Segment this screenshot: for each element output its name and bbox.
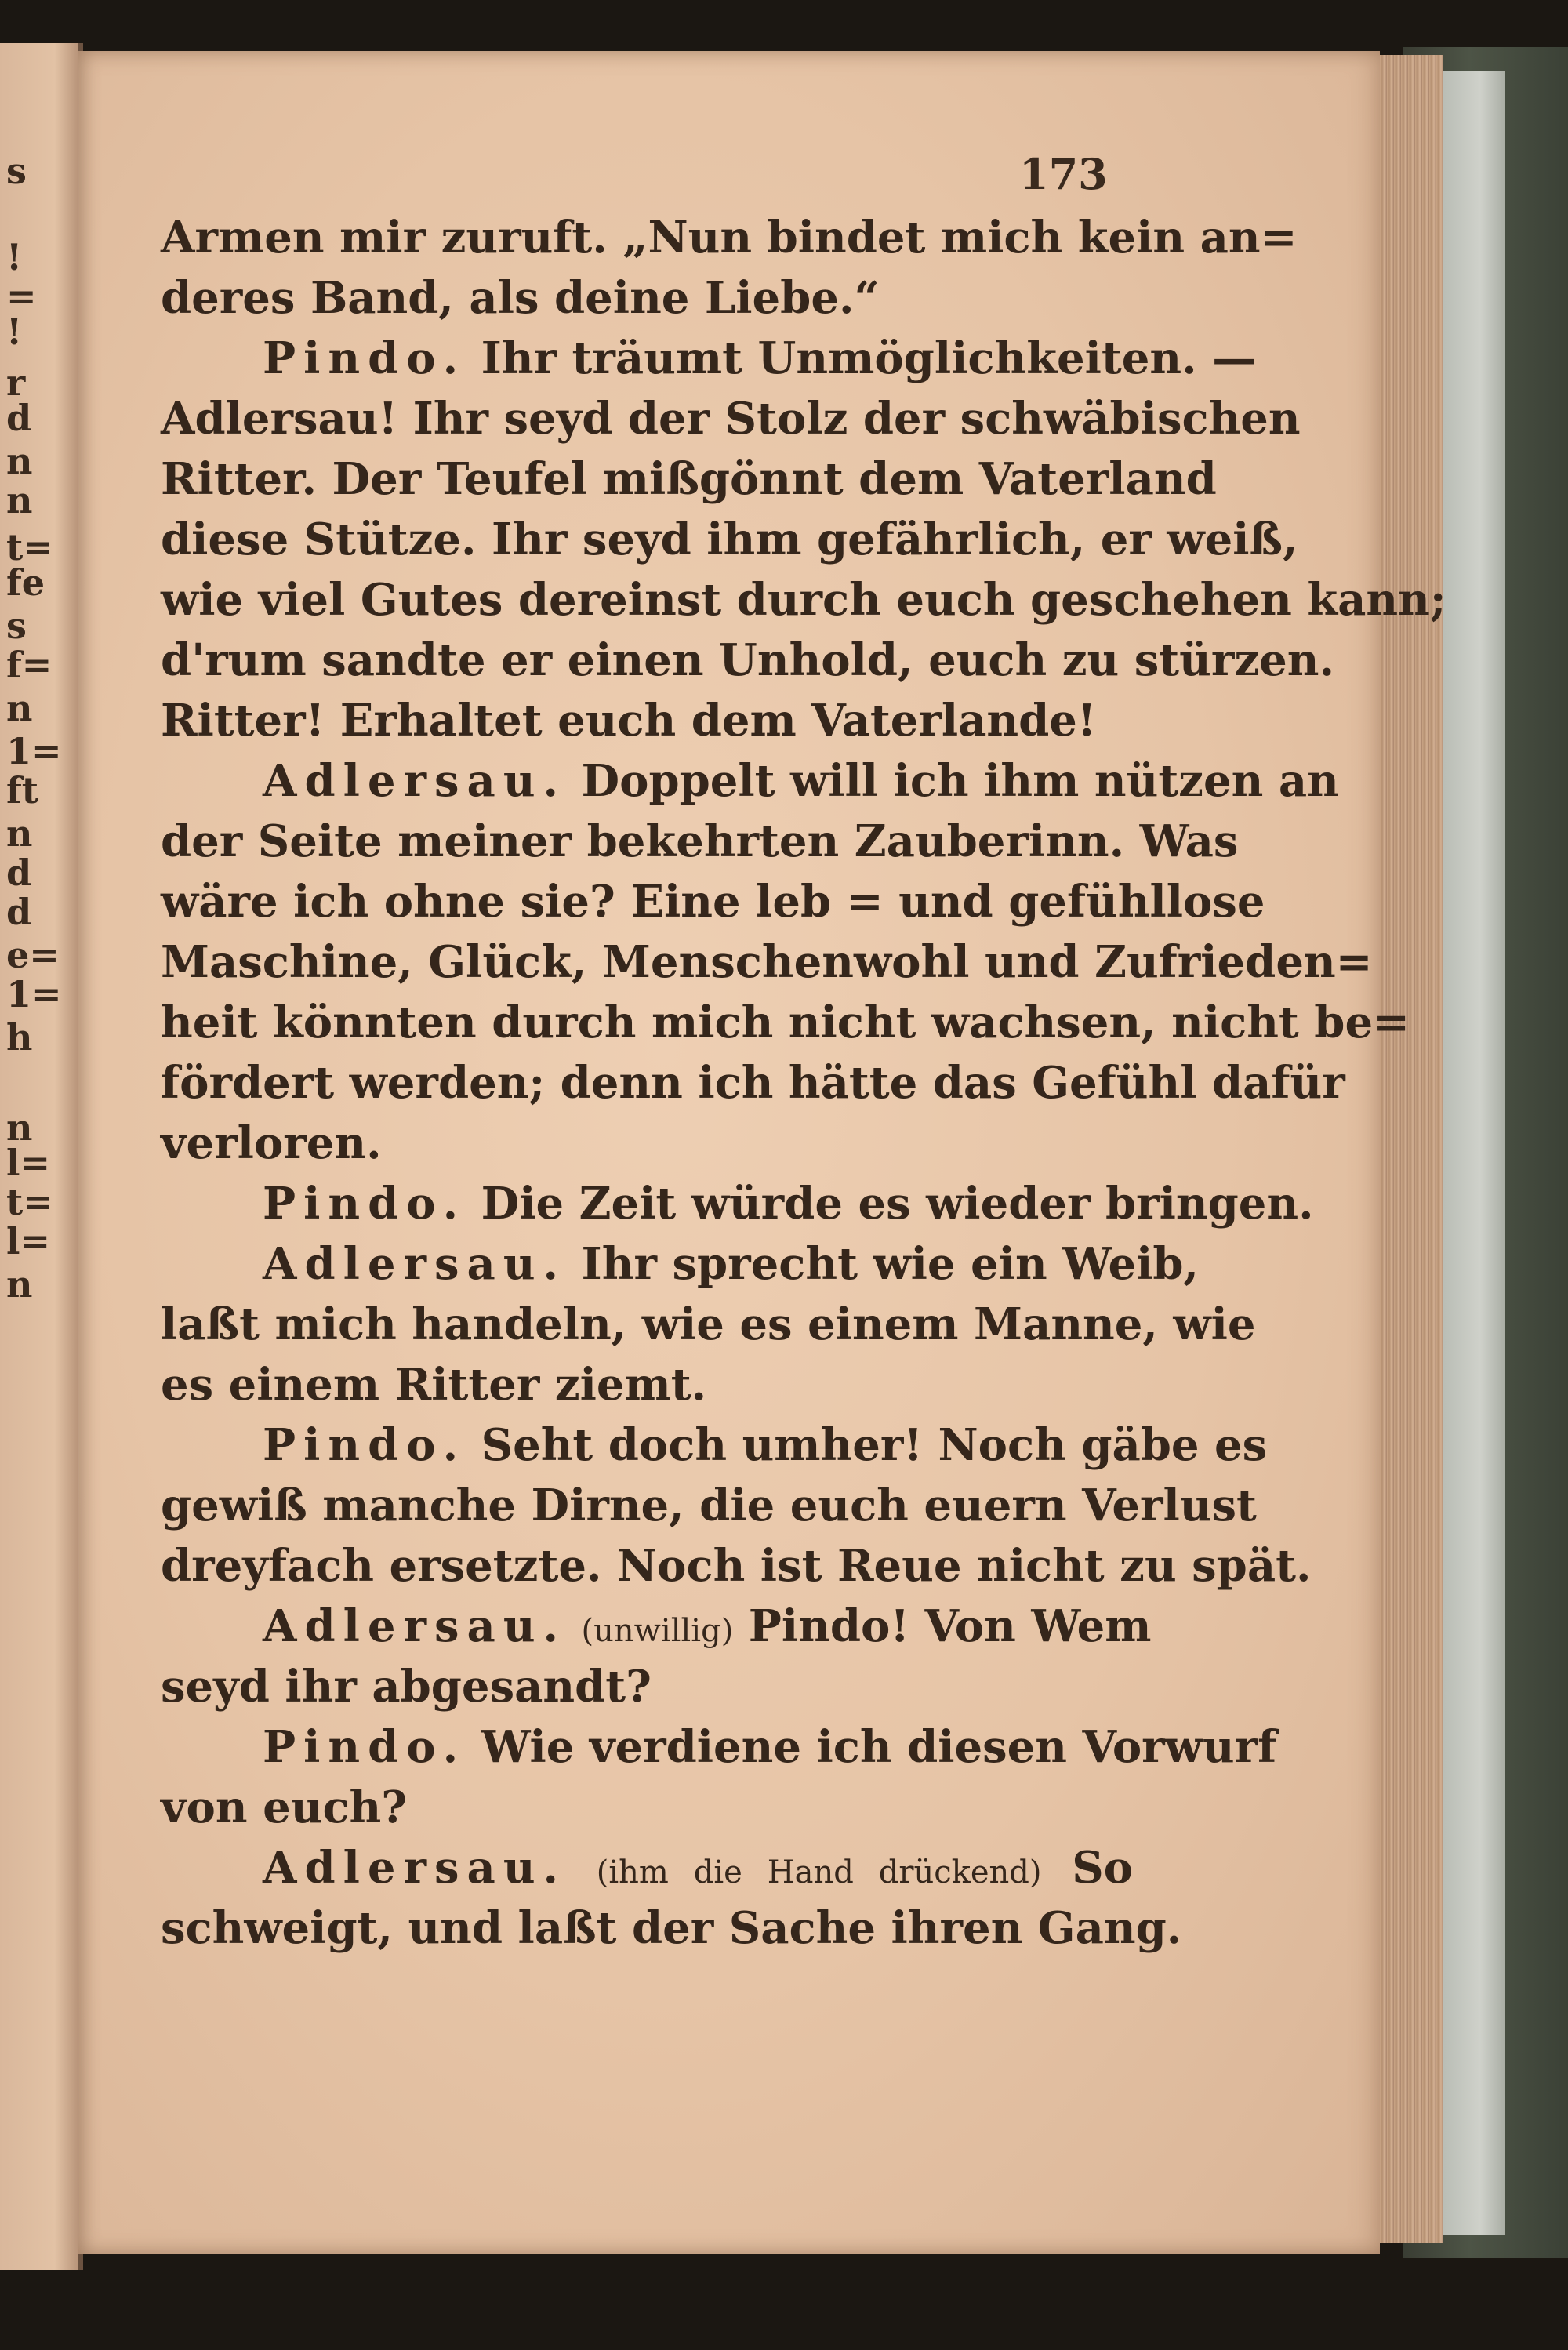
line-text: wie viel Gutes dereinst durch euch geschehen kann; bbox=[161, 574, 1446, 626]
text-line bbox=[161, 1536, 1312, 1596]
left-page-fragment: n bbox=[6, 687, 33, 729]
left-page-fragment: f= bbox=[6, 644, 53, 686]
line-text: Doppelt will ich ihm nützen an bbox=[581, 755, 1339, 807]
left-facing-page bbox=[0, 43, 83, 2270]
speaker-name: Pindo. bbox=[263, 1178, 466, 1229]
text-line bbox=[161, 1898, 1182, 1959]
speaker-name: Pindo. bbox=[263, 1721, 466, 1773]
line-text: gewiß manche Dirne, die euch euern Verlust bbox=[161, 1480, 1257, 1531]
text-line bbox=[161, 872, 1265, 932]
text-line bbox=[161, 932, 1373, 993]
speaker-name: Adlersau. bbox=[263, 755, 567, 807]
line-text: Ihr träumt Unmöglichkeiten. — bbox=[481, 332, 1257, 384]
page-edges bbox=[1380, 55, 1443, 2243]
left-page-fragment: n bbox=[6, 1106, 33, 1149]
left-page-fragment: s bbox=[6, 605, 27, 647]
line-text: Adlersau! Ihr seyd der Stolz der schwäbischen bbox=[161, 393, 1301, 445]
stage-direction: (unwillig) bbox=[581, 1613, 734, 1649]
text-line bbox=[161, 389, 1301, 449]
left-page-fragment: d bbox=[6, 852, 32, 894]
line-text: der Seite meiner bekehrten Zauberinn. Was bbox=[161, 815, 1239, 867]
line-text: Pindo! Von Wem bbox=[748, 1600, 1152, 1652]
text-line bbox=[161, 208, 1298, 268]
left-page-fragment: ! bbox=[6, 236, 23, 278]
left-page-fragment: l= bbox=[6, 1142, 51, 1184]
left-page-fragment: n bbox=[6, 812, 33, 855]
text-line bbox=[161, 1053, 1345, 1113]
text-line bbox=[161, 1415, 1268, 1476]
text-line bbox=[161, 510, 1298, 570]
text-line bbox=[161, 1295, 1256, 1355]
text-line bbox=[161, 751, 1339, 812]
left-page-fragment: l= bbox=[6, 1220, 51, 1262]
stage-direction: (ihm die Hand drückend) bbox=[596, 1854, 1042, 1891]
line-text: d'rum sandte er einen Unhold, euch zu stürzen. bbox=[161, 634, 1334, 686]
speaker-name: Adlersau. bbox=[263, 1842, 567, 1894]
text-line bbox=[161, 1355, 1133, 1415]
text-line bbox=[161, 449, 1217, 510]
text-line bbox=[161, 993, 1410, 1053]
line-text: Die Zeit würde es wieder bringen. bbox=[481, 1178, 1314, 1229]
text-line bbox=[161, 1174, 1314, 1234]
text-line bbox=[161, 691, 1133, 751]
line-text: wäre ich ohne sie? Eine leb = und gefühllose bbox=[161, 876, 1265, 928]
line-text: fördert werden; denn ich hätte das Gefühl dafür bbox=[161, 1057, 1345, 1109]
page-number: 173 bbox=[1019, 149, 1108, 199]
line-text: So bbox=[1072, 1842, 1134, 1894]
left-page-fragment: d bbox=[6, 397, 32, 439]
text-line bbox=[161, 1717, 1277, 1778]
text-line bbox=[161, 570, 1446, 630]
line-text: laßt mich handeln, wie es einem Manne, wie bbox=[161, 1298, 1256, 1350]
left-page-fragment: n bbox=[6, 1263, 33, 1306]
speaker-name: Adlersau. bbox=[263, 1238, 567, 1290]
line-text: es einem Ritter ziemt. bbox=[161, 1359, 707, 1411]
left-page-fragment: d bbox=[6, 891, 32, 933]
text-line bbox=[161, 1596, 1152, 1657]
left-page-fragment: 1= bbox=[6, 973, 62, 1015]
text-line bbox=[161, 812, 1239, 872]
left-page-fragment: r bbox=[6, 361, 26, 404]
speaker-name: Pindo. bbox=[263, 1419, 466, 1471]
text-line bbox=[161, 1113, 1133, 1174]
left-page-fragment: fe bbox=[6, 561, 45, 604]
line-text: dreyfach ersetzte. Noch ist Reue nicht zu spät. bbox=[161, 1540, 1312, 1592]
text-line bbox=[161, 630, 1334, 691]
left-page-fragment: n bbox=[6, 440, 33, 482]
speaker-name: Adlersau. bbox=[263, 1600, 567, 1652]
line-text: Seht doch umher! Noch gäbe es bbox=[481, 1419, 1268, 1471]
line-text: Ihr sprecht wie ein Weib, bbox=[581, 1238, 1200, 1290]
left-page-fragment: t= bbox=[6, 1181, 53, 1223]
line-text: diese Stütze. Ihr seyd ihm gefährlich, er weiß, bbox=[161, 514, 1298, 565]
line-text: heit könnten durch mich nicht wachsen, nicht be= bbox=[161, 997, 1410, 1048]
left-page-fragment: 1= bbox=[6, 730, 62, 772]
left-page-fragment: n bbox=[6, 479, 33, 521]
left-page-fragment: ft bbox=[6, 769, 39, 812]
line-text: Ritter! Erhaltet euch dem Vaterlande! bbox=[161, 695, 1097, 746]
text-line bbox=[161, 329, 1257, 389]
left-page-fragment: = bbox=[6, 275, 37, 318]
page-text bbox=[161, 208, 1446, 1959]
text-line bbox=[161, 1234, 1200, 1295]
speaker-name: Pindo. bbox=[263, 332, 466, 384]
text-line bbox=[161, 1657, 1133, 1717]
line-text: deres Band, als deine Liebe.“ bbox=[161, 272, 880, 324]
line-text: verloren. bbox=[161, 1117, 382, 1169]
line-text: von euch? bbox=[161, 1782, 408, 1833]
left-page-fragment: ! bbox=[6, 311, 23, 353]
text-line bbox=[161, 268, 1133, 329]
line-text: Armen mir zuruft. „Nun bindet mich kein an= bbox=[161, 212, 1298, 263]
line-text: seyd ihr abgesandt? bbox=[161, 1661, 652, 1713]
line-text: Ritter. Der Teufel mißgönnt dem Vaterland bbox=[161, 453, 1217, 505]
line-text: Wie verdiene ich diesen Vorwurf bbox=[481, 1721, 1277, 1773]
left-page-fragment: t= bbox=[6, 526, 53, 568]
text-line bbox=[161, 1778, 1133, 1838]
left-page-fragment: e= bbox=[6, 934, 60, 976]
text-line bbox=[161, 1838, 1133, 1898]
line-text: Maschine, Glück, Menschenwohl und Zufrieden= bbox=[161, 936, 1373, 988]
cover-board bbox=[1443, 71, 1505, 2235]
line-text: schweigt, und laßt der Sache ihren Gang. bbox=[161, 1902, 1182, 1954]
text-line bbox=[161, 1476, 1257, 1536]
left-page-fragment: h bbox=[6, 1016, 33, 1059]
left-page-fragment: s bbox=[6, 150, 27, 192]
